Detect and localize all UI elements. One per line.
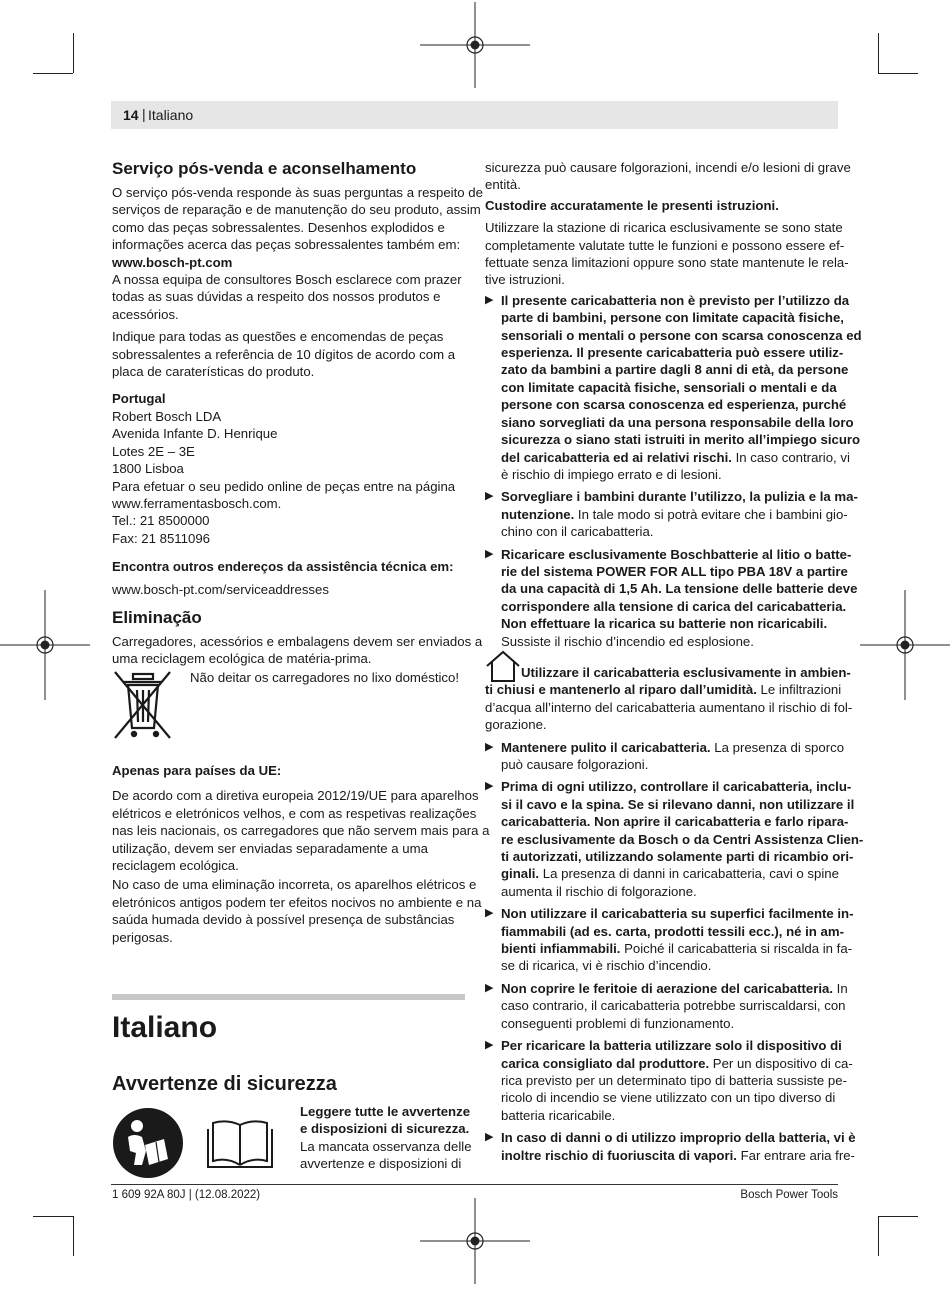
- bullet-arrow-icon: ▶: [485, 981, 494, 994]
- portugal-address: Portugal Robert Bosch LDA Avenida Infante D. Henrique Lotes 2E – 3E 1800 Lisboa Para efetuar o seu pedido online de peças entre na página www.ferramentasbosch.com. Tel.: 21 8500000 Fax: 21 8511096: [112, 390, 467, 547]
- footer-rule: [111, 1184, 838, 1185]
- disposal-heading: Eliminação: [112, 607, 202, 627]
- bullet-arrow-icon: ▶: [485, 293, 494, 306]
- bullet-arrow-icon: ▶: [485, 740, 494, 753]
- crop-mark: [73, 33, 74, 73]
- crop-mark: [878, 1216, 918, 1217]
- country-name: Portugal: [112, 391, 166, 407]
- safety-heading: Avvertenze di sicurezza: [112, 1073, 337, 1095]
- right-column: [485, 159, 864, 1169]
- warning-battery-type: ▶ Ricaricare esclusivamente Boschbatterie al litio o batte- rie del sistema POWER FOR ALL tipo PBA 18V a partire da una capacità di 1,5 Ah. La tensione delle batterie deve corrispondere alla tensione di carica del caricabatteria. Non effettuare la ricarica su batterie non ricaricabili. Sussiste il rischio d’incendio ed esplosione.: [485, 546, 858, 649]
- bin-note: Não deitar os carregadores no lixo doméstico!: [190, 670, 460, 685]
- crop-mark: [33, 73, 73, 74]
- read-manual-icon: [112, 1107, 184, 1179]
- warning-flammable-surfaces: ▶ Non utilizzare il caricabatteria su superfici facilmente in- fiammabili (ad es. carta, prodotti tessili ecc.), né in am- bienti infiammabili. Poiché il caricabatteria si riscalda in fa- se di ricarica, vi è rischio d’incendio.: [485, 906, 854, 974]
- warning-check-before-use: ▶ Prima di ogni utilizzo, controllare il caricabatteria, inclu- si il cavo e la spina. Se si rilevano danni, non utilizzare il caricabatteria. Non aprire il caricabatteria e farlo ripara- re esclusivamente da Bosch o da Centri Assistenza Clien- ti autorizzati, utilizzando solamente parti di ricambio ori- ginali. La presenza di danni in caricabatteria, cavi o spine aumenta il rischio di folgorazione.: [485, 779, 864, 899]
- left-column: [112, 158, 483, 668]
- keep-instructions: Custodire accuratamente le presenti istruzioni.: [485, 197, 779, 213]
- warning-children: ▶ Il presente caricabatteria non è previsto per l’utilizzo da parte di bambini, persone con limitate capacità fisiche, sensoriali o mentali o persone con scarsa conoscenza ed esperienza. Il presente caricabatteria può essere utiliz- zato da bambini a partire dagli 8 anni di età, da persone con limitate capacità fisiche, sensoriali o mentali e da persone con scarsa conoscenza ed esperienza, purché siano sorvegliati da una persona responsabile della loro sicurezza o siano stati istruiti in merito all’impiego sicuro del caricabatteria ed ai relativi rischi. In caso contrario, vi è rischio di impiego errato e di lesioni.: [485, 292, 862, 482]
- eu-section: [112, 762, 490, 946]
- crop-mark: [73, 1216, 74, 1256]
- registration-mark-right: [860, 590, 950, 700]
- crop-mark: [33, 1216, 73, 1217]
- continued-text: sicurezza può causare folgorazioni, incendi e/o lesioni di grave entità.: [485, 160, 851, 193]
- crop-mark: [878, 33, 879, 73]
- disposal-paragraph: Carregadores, acessórios e embalagens devem ser enviados a uma reciclagem ecológica de matéria-prima.: [112, 633, 483, 667]
- warning-indoor-use: Utilizzare il caricabatteria esclusivamente in ambien- ti chiusi e mantenerlo al riparo dall’umidità. Le infiltrazioni d’acqua all’interno del caricabatteria aumentano il rischio di fol- gorazione.: [485, 664, 840, 734]
- read-instructions: Leggere tutte le avvertenze e disposizioni di sicurezza. La mancata osservanza delle avvertenze e disposizioni di: [300, 1104, 472, 1172]
- eu-paragraph-1: De acordo com a diretiva europeia 2012/19/UE para aparelhos elétricos e eletrónicos velhos, e com as respetivas realizações nas leis nacionais, os carregadores que não servem mais para a utilização, devem ser enviadas separadamente a uma reciclagem ecológica.: [112, 788, 490, 874]
- crop-mark: [878, 73, 918, 74]
- service-url[interactable]: www.bosch-pt.com: [112, 254, 233, 270]
- crop-mark: [878, 1216, 879, 1256]
- warning-supervise-children: ▶ Sorvegliare i bambini durante l’utilizzo, la pulizia e la ma- nutenzione. In tale modo si potrà evitare che i bambini gio- chino con il caricabatteria.: [485, 489, 858, 540]
- service-heading: Serviço pós-venda e aconselhamento: [112, 159, 417, 178]
- registration-mark-top: [420, 2, 530, 88]
- bullet-arrow-icon: ▶: [485, 1039, 494, 1052]
- eu-paragraph-2: No caso de uma eliminação incorreta, os aparelhos elétricos e eletrónicos antigos podem ter efeitos nocivos no ambiente e na saúda humada devido à possível presença de substâncias perigosas.: [112, 877, 482, 945]
- footer-brand: Bosch Power Tools: [740, 1189, 838, 1201]
- footer-doc-code: 1 609 92A 80J | (12.08.2022): [112, 1189, 261, 1201]
- bullet-arrow-icon: ▶: [485, 780, 494, 793]
- header-language: Italiano: [148, 107, 194, 123]
- usage-paragraph: Utilizzare la stazione di ricarica esclusivamente se sono state completamente valutate tutte le funzioni e possono essere ef- fettuate senza limitazioni oppure sono state mantenute le rela- tive istruzioni.: [485, 220, 849, 288]
- eu-heading: Apenas para países da UE:: [112, 763, 282, 778]
- page-number: 14: [123, 107, 139, 123]
- warning-keep-clean: ▶ Mantenere pulito il caricabatteria. La presenza di sporco può causare folgorazioni.: [485, 739, 845, 772]
- shop-url[interactable]: www.ferramentasbosch.com.: [112, 495, 282, 511]
- open-book-icon: [205, 1117, 275, 1169]
- bullet-arrow-icon: ▶: [485, 907, 494, 920]
- registration-mark-left: [0, 590, 90, 700]
- bullet-arrow-icon: ▶: [485, 490, 494, 503]
- service-addresses-url[interactable]: www.bosch-pt.com/serviceaddresses: [112, 581, 329, 597]
- service-paragraph: O serviço pós-venda responde às suas perguntas a respeito de serviços de reparação e de manutenção do seu produto, assim como das peças sobressalentes. Desenhos explodidos e informações acerca das peças sobressalentes também em: www.bosch-pt.com A nossa equipa de consultores Bosch esclarece com prazer todas as suas dúvidas a respeito dos nossos produtos e acessórios.: [112, 185, 483, 322]
- header-separator: |: [142, 106, 146, 122]
- parts-paragraph: Indique para todas as questões e encomendas de peças sobressalentes a referência de 10 dígitos de acordo com a placa de caraterísticas do produto.: [112, 329, 456, 380]
- warning-recommended-charger: ▶ Per ricaricare la batteria utilizzare solo il dispositivo di carica consigliato dal produttore. Per un dispositivo di ca- rica previsto per un determinato tipo di batteria sussiste pe- ricolo di incendio se viene utilizzato con un tipo diverso di batteria ricaricabile.: [485, 1038, 853, 1123]
- house-icon: [485, 650, 521, 682]
- section-divider: [112, 994, 465, 1000]
- bullet-arrow-icon: ▶: [485, 1131, 494, 1144]
- warning-vapours: ▶ In caso di danni o di utilizzo improprio della batteria, vi è inoltre rischio di fuoriuscita di vapori. Far entrare aria fre-: [485, 1130, 856, 1163]
- crossed-out-bin-icon: [112, 668, 174, 744]
- page-header: [111, 101, 838, 129]
- more-addresses: Encontra outros endereços da assistência técnica em: www.bosch-pt.com/serviceaddresses: [112, 558, 467, 598]
- fax: Fax: 21 8511096: [112, 530, 211, 546]
- bullet-arrow-icon: ▶: [485, 547, 494, 560]
- section-title: Italiano: [112, 1011, 218, 1044]
- telephone: Tel.: 21 8500000: [112, 513, 210, 529]
- warning-ventilation: ▶ Non coprire le feritoie di aerazione del caricabatteria. In caso contrario, il caricabatteria potrebbe surriscaldarsi, con conseguenti problemi di funzionamento.: [485, 980, 848, 1031]
- registration-mark-bottom: [420, 1198, 530, 1284]
